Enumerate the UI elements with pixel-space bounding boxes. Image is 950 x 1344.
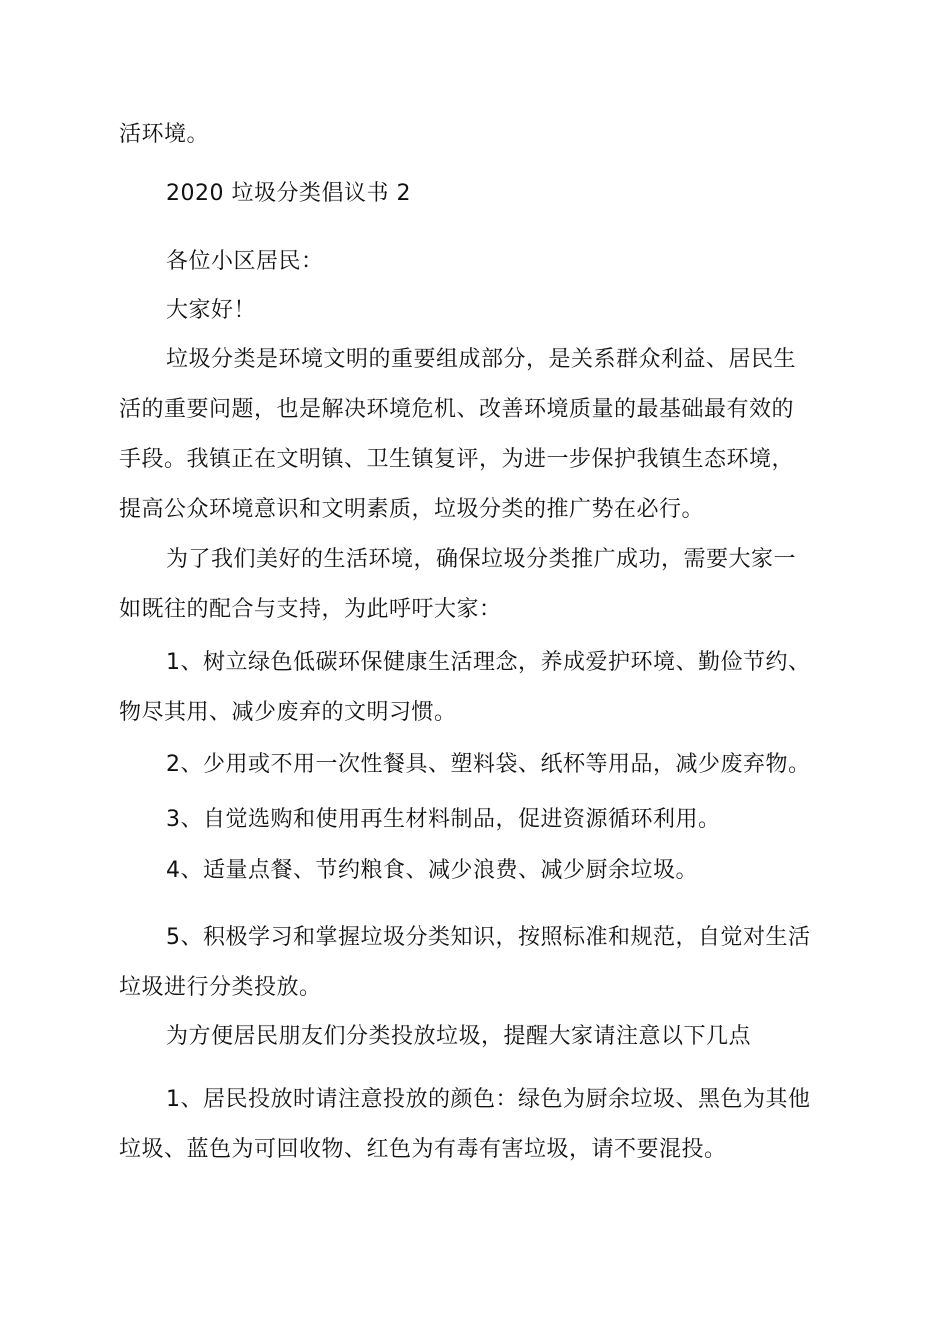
- greeting: 大家好！: [166, 298, 257, 323]
- salutation: 各位小区居民：: [166, 249, 324, 274]
- text-line: 活的重要问题，也是解决环境危机、改善环境质量的最基础最有效的: [119, 397, 795, 422]
- text-line: 为了我们美好的生活环境，确保垃圾分类推广成功，需要大家一: [166, 547, 797, 572]
- text-line: 垃圾分类是环境文明的重要组成部分，是关系群众利益、居民生: [166, 347, 797, 372]
- text-line: 物尽其用、减少废弃的文明习惯。: [119, 700, 457, 725]
- list-item: 1、树立绿色低碳环保健康生活理念，养成爱护环境、勤俭节约、: [166, 650, 811, 675]
- text-line: 手段。我镇正在文明镇、卫生镇复评，为进一步保护我镇生态环境，: [119, 447, 795, 472]
- document-title: 2020 垃圾分类倡议书 2: [166, 181, 411, 206]
- text-line: 提高公众环境意识和文明素质，垃圾分类的推广势在必行。: [119, 497, 705, 522]
- list-item: 2、少用或不用一次性餐具、塑料袋、纸杯等用品，减少废弃物。: [166, 752, 811, 777]
- text-line: 如既往的配合与支持，为此呼吁大家：: [119, 597, 502, 622]
- list-item: 5、积极学习和掌握垃圾分类知识，按照标准和规范，自觉对生活: [166, 925, 811, 950]
- list-item: 3、自觉选购和使用再生材料制品，促进资源循环利用。: [166, 807, 721, 832]
- text-line: 活环境。: [119, 122, 210, 147]
- text-line: 垃圾进行分类投放。: [119, 975, 322, 1000]
- list-item: 1、居民投放时请注意投放的颜色：绿色为厨余垃圾、黑色为其他: [166, 1087, 811, 1112]
- text-line: 垃圾、蓝色为可回收物、红色为有毒有害垃圾，请不要混投。: [119, 1137, 727, 1162]
- list-item: 4、适量点餐、节约粮食、减少浪费、减少厨余垃圾。: [166, 858, 698, 883]
- text-line: 为方便居民朋友们分类投放垃圾，提醒大家请注意以下几点: [166, 1024, 752, 1049]
